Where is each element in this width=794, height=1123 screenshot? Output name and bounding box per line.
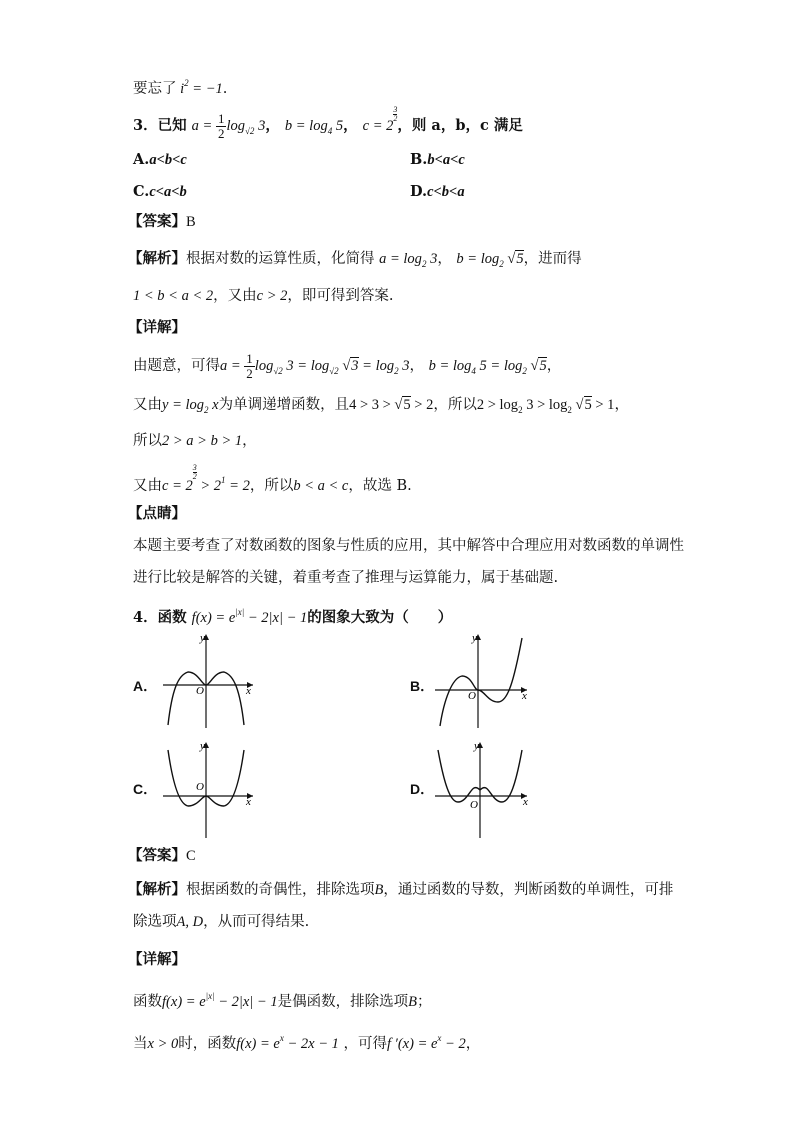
q3-detail-1: 由题意，可得a = $\frac{1}{2}$ $\log_{√2} 3 = \log_{√2} √3 = \log_2 3$， $b = \log_4 5 = \log_2 √5$， bbox=[133, 351, 562, 381]
q3-option-a: A.a<b<c bbox=[133, 151, 187, 168]
q4-detail-tag: 【详解】 bbox=[128, 951, 186, 968]
q3-b-expr: $b = \log_4 5$ bbox=[284, 117, 344, 136]
q3-a-expr: a = $\frac{1}{2}$ $\log_{√2} 3$ bbox=[191, 111, 266, 141]
q3-answer: 【答案】B bbox=[128, 213, 196, 230]
q4-graph-d bbox=[430, 738, 535, 840]
q4-analysis-1: 【解析】根据函数的奇偶性，排除选项B，通过函数的导数，判断函数的单调性，可排 bbox=[128, 881, 674, 898]
q4-graph-c-y-label: y bbox=[200, 740, 205, 752]
q4-graph-d-y-label: y bbox=[474, 740, 479, 752]
q4-graph-b-x-label: x bbox=[522, 690, 527, 702]
q4-graph-c-origin: O bbox=[196, 781, 204, 793]
q4-graph-b-y-label: y bbox=[472, 632, 477, 644]
q3-option-d: D.c<b<a bbox=[410, 183, 465, 200]
q4-option-c-label: C． bbox=[133, 781, 158, 797]
q4-answer: 【答案】C bbox=[128, 847, 196, 864]
q3-detail-3: 所以2 > a > b > 1， bbox=[133, 433, 257, 449]
q4-graph-a-x-label: x bbox=[246, 685, 251, 697]
q4-detail-1: 函数$f(x) = e^{|x|} - 2|x| - 1$是偶函数，排除选项B； bbox=[133, 991, 432, 1010]
intro-equation: $i^2 = -1$ bbox=[176, 78, 223, 97]
q3-c-expr: c = 2 $\frac{3}{2}$ bbox=[362, 105, 398, 134]
q3-detail-2: 又由$y = \log_2 x$为单调递增函数，且4 > 3 > √5 > 2，所以$2 > \log_2 3 > \log_2 √5 > 1$， bbox=[133, 397, 629, 415]
q3-comment-1: 本题主要考查了对数函数的图象与性质的应用，其中解答中合理应用对数函数的单调性 bbox=[133, 538, 684, 554]
q4-graph-a bbox=[158, 630, 258, 730]
q3-option-b: B.b<a<c bbox=[410, 151, 465, 168]
q3-analysis-2: 1 < b < a < 2，又由c > 2，即可得到答案. bbox=[133, 288, 394, 304]
q3-comment-tag: 【点睛】 bbox=[128, 505, 186, 522]
q3-analysis-1: 【解析】根据对数的运算性质，化简得 $a = \log_2 3$， $b = \log_2 √5$，进而得 bbox=[128, 250, 582, 269]
q4-graph-a-y-label: y bbox=[200, 632, 205, 644]
q3-option-c: C.c<a<b bbox=[133, 183, 187, 200]
q3-comment-2: 进行比较是解答的关键，着重考查了推理与运算能力，属于基础题. bbox=[133, 570, 559, 586]
q4-graph-c bbox=[158, 738, 258, 840]
q4-graph-a-origin: O bbox=[196, 685, 204, 697]
q4-graph-d-x-label: x bbox=[523, 796, 528, 808]
q4-detail-2: 当x > 0时，函数$f(x) = e^x - 2x - 1$ ，可得f $'(x) = e^x - 2$， bbox=[133, 1033, 481, 1052]
q4-option-b-label: B． bbox=[410, 678, 435, 694]
intro-line: 要忘了 $i^2 = -1$. bbox=[133, 78, 228, 97]
q4-graph-c-x-label: x bbox=[246, 796, 251, 808]
q4-option-a-label: A． bbox=[133, 678, 158, 694]
q4-graph-d-origin: O bbox=[470, 799, 478, 811]
q3-detail-4: 又由c = 2 $\frac{3}{2} > 2^1 = 2$，所以b < a < c，故选 B. bbox=[133, 463, 412, 494]
q3-stem: 3．已知 a = $\frac{1}{2}$ $\log_{√2} 3$， $b = \log_4 5$， c = 2 $\frac{3}{2}$，则 a，b，c 满足 bbox=[133, 105, 523, 141]
q4-graph-b bbox=[430, 630, 535, 730]
q4-graph-b-origin: O bbox=[468, 690, 476, 702]
q4-analysis-2: 除选项A, D，从而可得结果. bbox=[133, 914, 310, 930]
q3-detail-tag: 【详解】 bbox=[128, 319, 186, 336]
q4-stem: 4．函数 $f(x) = e^{|x|} - 2|x| - 1$的图象大致为（ ） bbox=[133, 607, 453, 626]
q4-option-d-label: D． bbox=[410, 781, 435, 797]
